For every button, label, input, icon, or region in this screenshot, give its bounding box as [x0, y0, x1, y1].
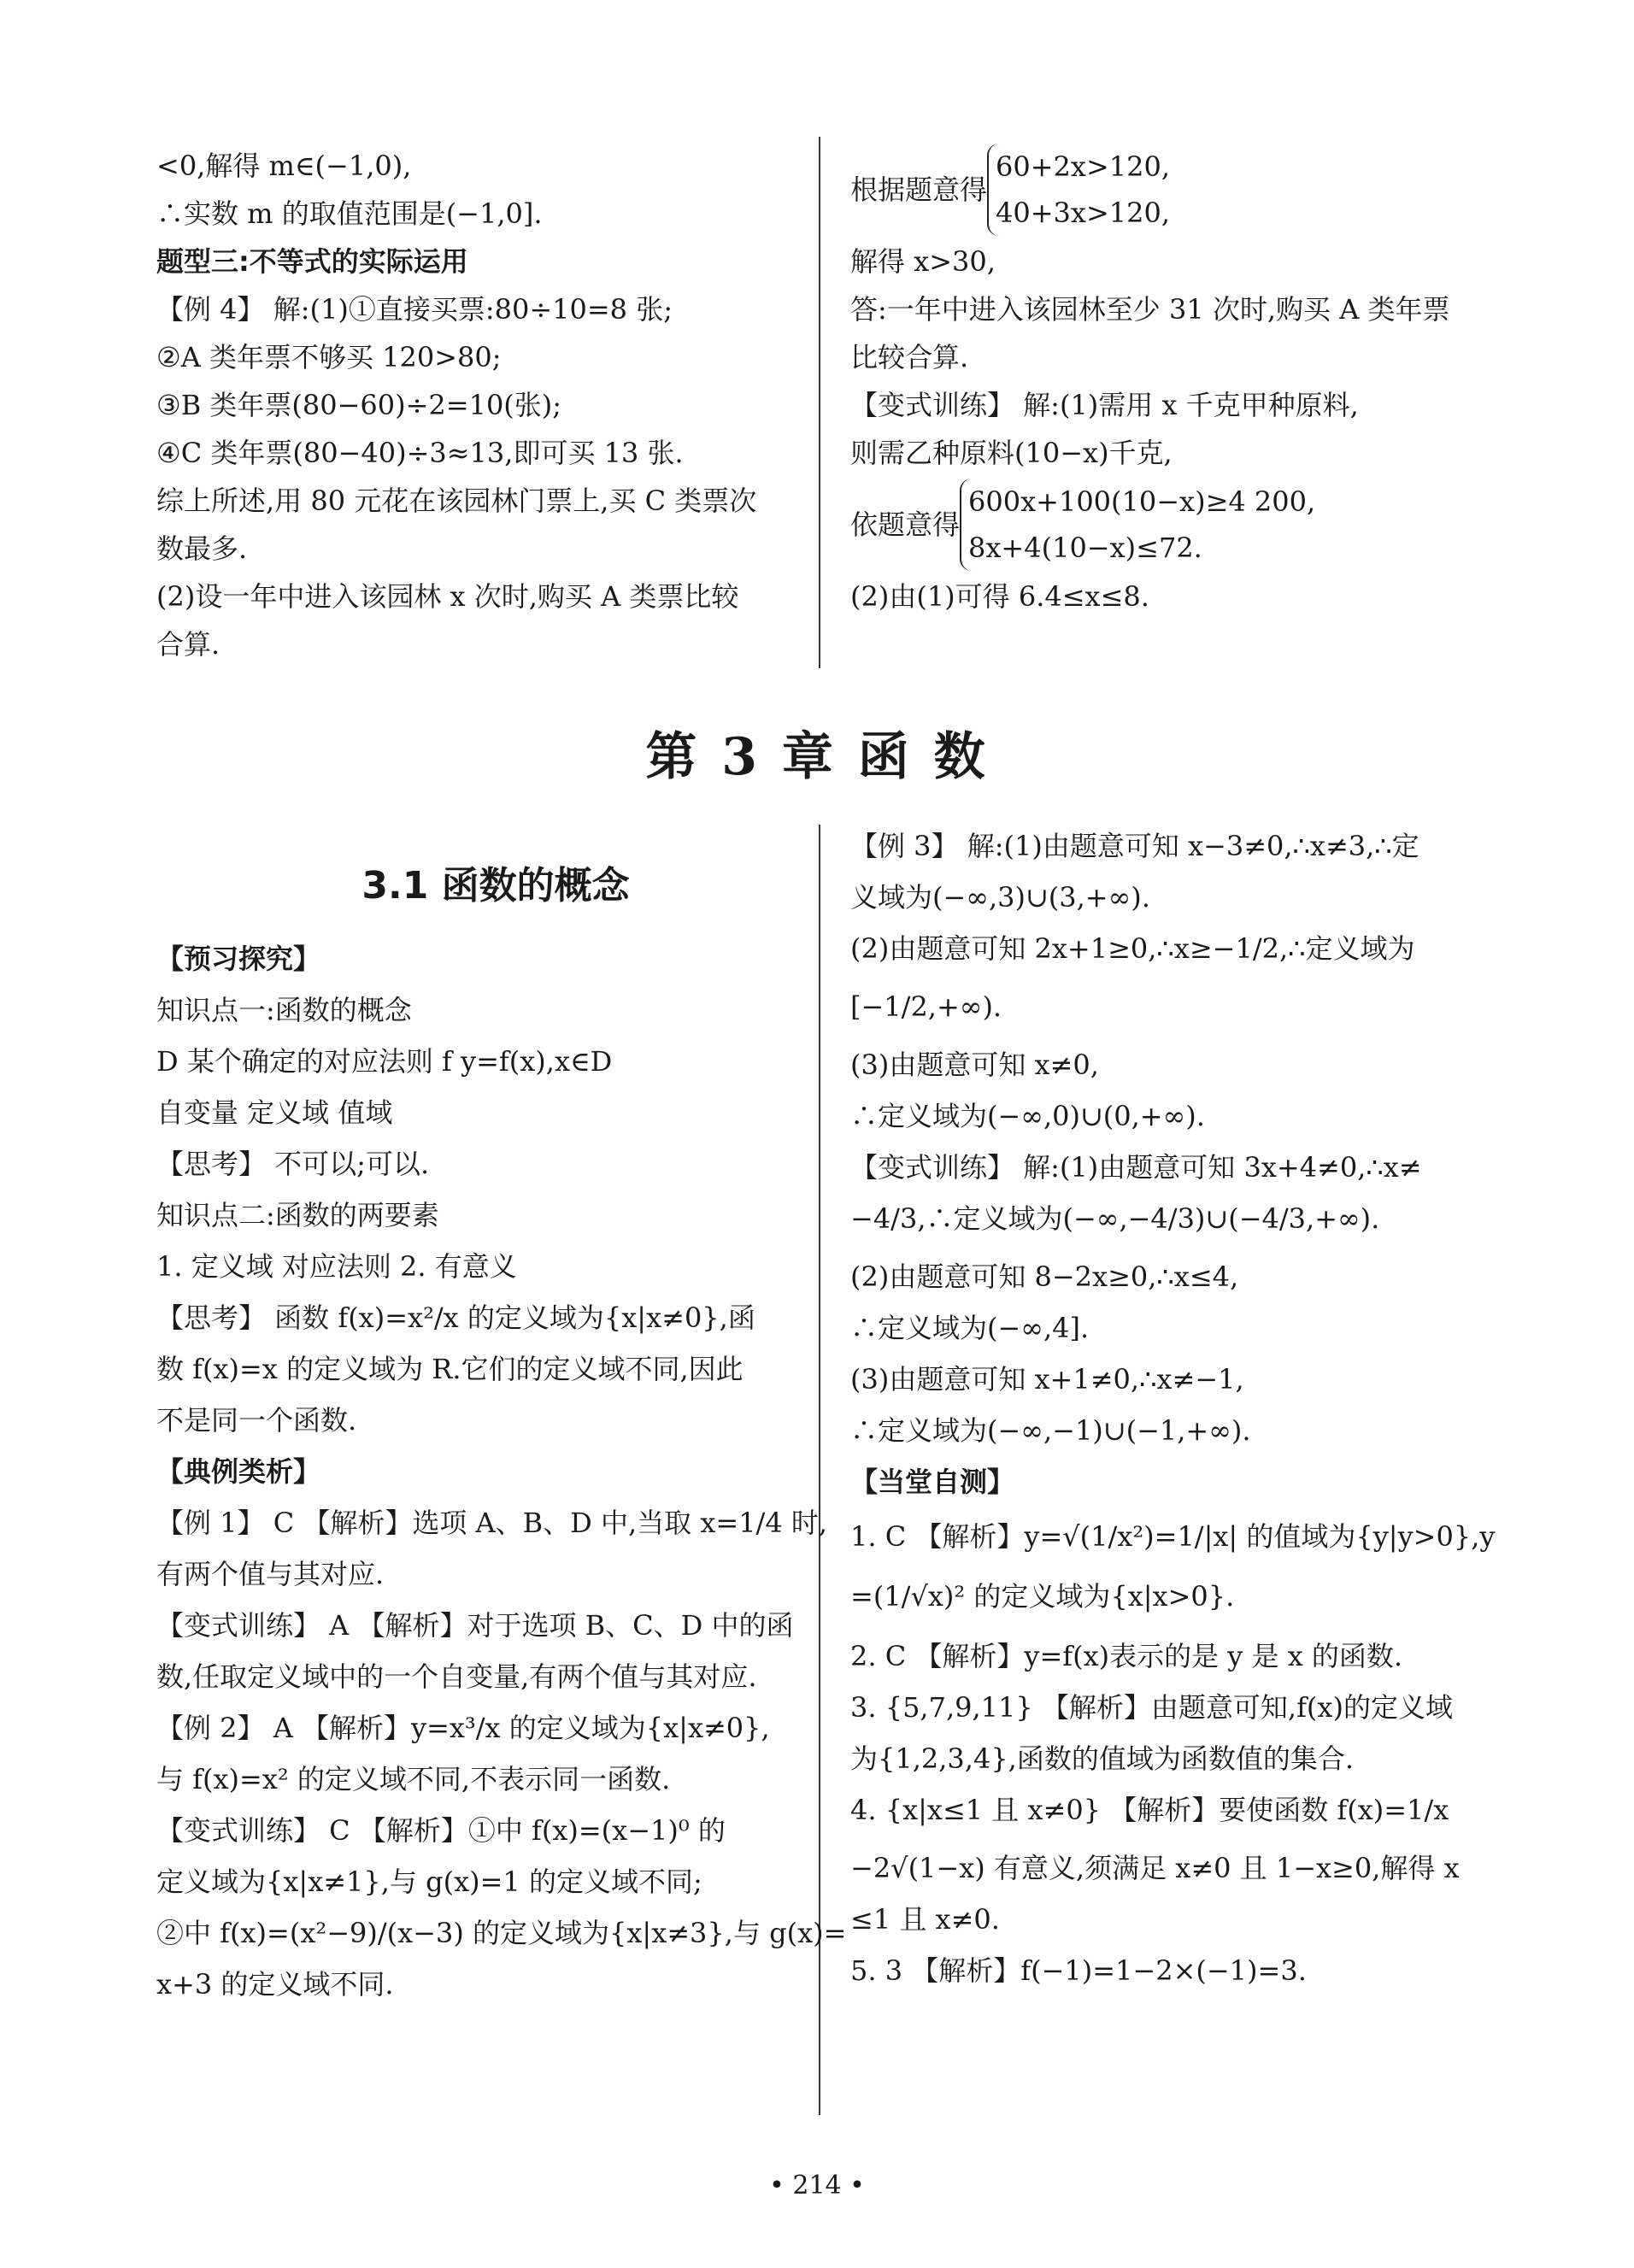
text-line: −2√(1−x) 有意义,须满足 x≠0 且 1−x≥0,解得 x: [850, 1852, 1460, 1884]
heading-self-test: 【当堂自测】: [850, 1466, 1015, 1498]
text-line: 不是同一个函数.: [156, 1404, 357, 1437]
left-column: [156, 933, 846, 2010]
equation-system-2: [850, 477, 1449, 573]
text-line: ≤1 且 x≠0.: [850, 1903, 1000, 1936]
text-line: 【思考】 函数 f(x)=x²/x 的定义域为{x|x≠0},函: [156, 1301, 755, 1334]
text-line: ∴定义域为(−∞,4].: [850, 1312, 1090, 1344]
text-line: 数 f(x)=x 的定义域为 R.它们的定义域不同,因此: [156, 1353, 744, 1385]
system-prefix: 根据题意得: [850, 173, 988, 206]
heading-examples: 【典例类析】: [156, 1455, 321, 1488]
text-line: (2)由(1)可得 6.4≤x≤8.: [850, 580, 1149, 613]
text-line: 1. 定义域 对应法则 2. 有意义: [156, 1250, 517, 1283]
top-right-column: [850, 142, 1449, 620]
text-line: 定义域为{x|x≠1},与 g(x)=1 的定义域不同;: [156, 1866, 702, 1898]
text-line: (3)由题意可知 x≠0,: [850, 1049, 1099, 1081]
text-line: 【变式训练】 A 【解析】对于选项 B、C、D 中的函: [156, 1609, 794, 1642]
text-line: 【变式训练】 解:(1)由题意可知 3x+4≠0,∴x≠: [850, 1151, 1422, 1184]
brace: [960, 479, 1315, 571]
text-line: 有两个值与其对应.: [156, 1558, 385, 1590]
text-line: ④C 类年票(80−40)÷3≈13,即可买 13 张.: [156, 437, 684, 469]
text-line: 知识点一:函数的概念: [156, 994, 412, 1026]
system-line: 600x+100(10−x)≥4 200,: [968, 485, 1316, 518]
text-line: ③B 类年票(80−60)÷2=10(张);: [156, 389, 562, 421]
text-line: 【例 1】 C 【解析】选项 A、B、D 中,当取 x=1/4 时,: [156, 1507, 828, 1539]
text-line: 则需乙种原料(10−x)千克,: [850, 437, 1173, 469]
section-title: 3.1 函数的概念: [361, 864, 630, 908]
text-line: 义域为(−∞,3)∪(3,+∞).: [850, 881, 1150, 914]
text-line: 【思考】 不可以;可以.: [156, 1148, 430, 1180]
column-divider-top: [819, 137, 820, 668]
text-line: [−1/2,+∞).: [850, 990, 1002, 1023]
text-line: (2)设一年中进入该园林 x 次时,购买 A 类票比较: [156, 580, 739, 613]
text-line: <0,解得 m∈(−1,0),: [156, 150, 412, 182]
right-column: [850, 820, 1495, 1996]
text-line: 合算.: [156, 628, 220, 661]
system-line: 40+3x>120,: [996, 197, 1171, 229]
text-line: 【例 2】 A 【解析】y=x³/x 的定义域为{x|x≠0},: [156, 1712, 770, 1744]
text-line: 【变式训练】 解:(1)需用 x 千克甲种原料,: [850, 389, 1359, 421]
system-prefix: 依题意得: [850, 508, 961, 541]
text-line: 【变式训练】 C 【解析】①中 f(x)=(x−1)⁰ 的: [156, 1814, 726, 1847]
text-line: 【例 4】 解:(1)①直接买票:80÷10=8 张;: [156, 293, 673, 326]
text-line: 为{1,2,3,4},函数的值域为函数值的集合.: [850, 1742, 1355, 1775]
text-line: ②A 类年票不够买 120>80;: [156, 341, 502, 373]
text-line: 与 f(x)=x² 的定义域不同,不表示同一函数.: [156, 1763, 671, 1795]
text-line: 数,任取定义域中的一个自变量,有两个值与其对应.: [156, 1660, 757, 1693]
chapter-title: 第 3 章 函 数: [645, 727, 989, 787]
text-line: 数最多.: [156, 532, 248, 565]
text-line: ∴实数 m 的取值范围是(−1,0].: [156, 197, 543, 230]
page-number: • 214 •: [769, 2171, 865, 2200]
text-line: (3)由题意可知 x+1≠0,∴x≠−1,: [850, 1363, 1244, 1395]
text-line: ∴定义域为(−∞,0)∪(0,+∞).: [850, 1100, 1205, 1132]
text-line: ②中 f(x)=(x²−9)/(x−3) 的定义域为{x|x≠3},与 g(x)=: [156, 1917, 847, 1949]
text-line: 知识点二:函数的两要素: [156, 1199, 439, 1231]
brace: [987, 144, 1170, 236]
subheading: 题型三:不等式的实际运用: [156, 245, 468, 278]
text-line: 综上所述,用 80 元花在该园林门票上,买 C 类票次: [156, 485, 757, 517]
text-line: (2)由题意可知 2x+1≥0,∴x≥−1/2,∴定义域为: [850, 932, 1415, 965]
text-line: =(1/√x)² 的定义域为{x|x>0}.: [850, 1580, 1235, 1613]
text-line: x+3 的定义域不同.: [156, 1968, 394, 2001]
text-line: ∴定义域为(−∞,−1)∪(−1,+∞).: [850, 1414, 1251, 1447]
text-line: 2. C 【解析】y=f(x)表示的是 y 是 x 的函数.: [850, 1640, 1403, 1672]
system-line: 60+2x>120,: [996, 150, 1171, 183]
top-left-column: [156, 142, 756, 668]
system-line: 8x+4(10−x)≤72.: [968, 532, 1202, 564]
heading-preview: 【预习探究】: [156, 943, 321, 975]
text-line: 5. 3 【解析】f(−1)=1−2×(−1)=3.: [850, 1954, 1307, 1987]
text-line: 1. C 【解析】y=√(1/x²)=1/|x| 的值域为{y|y>0},y: [850, 1520, 1496, 1553]
text-line: D 某个确定的对应法则 f y=f(x),x∈D: [156, 1045, 613, 1078]
text-line: 解得 x>30,: [850, 245, 996, 278]
text-line: 4. {x|x≤1 且 x≠0} 【解析】要使函数 f(x)=1/x: [850, 1794, 1449, 1826]
text-line: −4/3,∴定义域为(−∞,−4/3)∪(−4/3,+∞).: [850, 1202, 1380, 1235]
text-line: 3. {5,7,9,11} 【解析】由题意可知,f(x)的定义域: [850, 1691, 1453, 1724]
equation-system-1: [850, 142, 1449, 238]
text-line: (2)由题意可知 8−2x≥0,∴x≤4,: [850, 1260, 1239, 1293]
text-line: 答:一年中进入该园林至少 31 次时,购买 A 类年票: [850, 293, 1450, 326]
text-line: 自变量 定义域 值域: [156, 1096, 393, 1129]
text-line: 【例 3】 解:(1)由题意可知 x−3≠0,∴x≠3,∴定: [850, 830, 1419, 862]
text-line: 比较合算.: [850, 341, 969, 373]
